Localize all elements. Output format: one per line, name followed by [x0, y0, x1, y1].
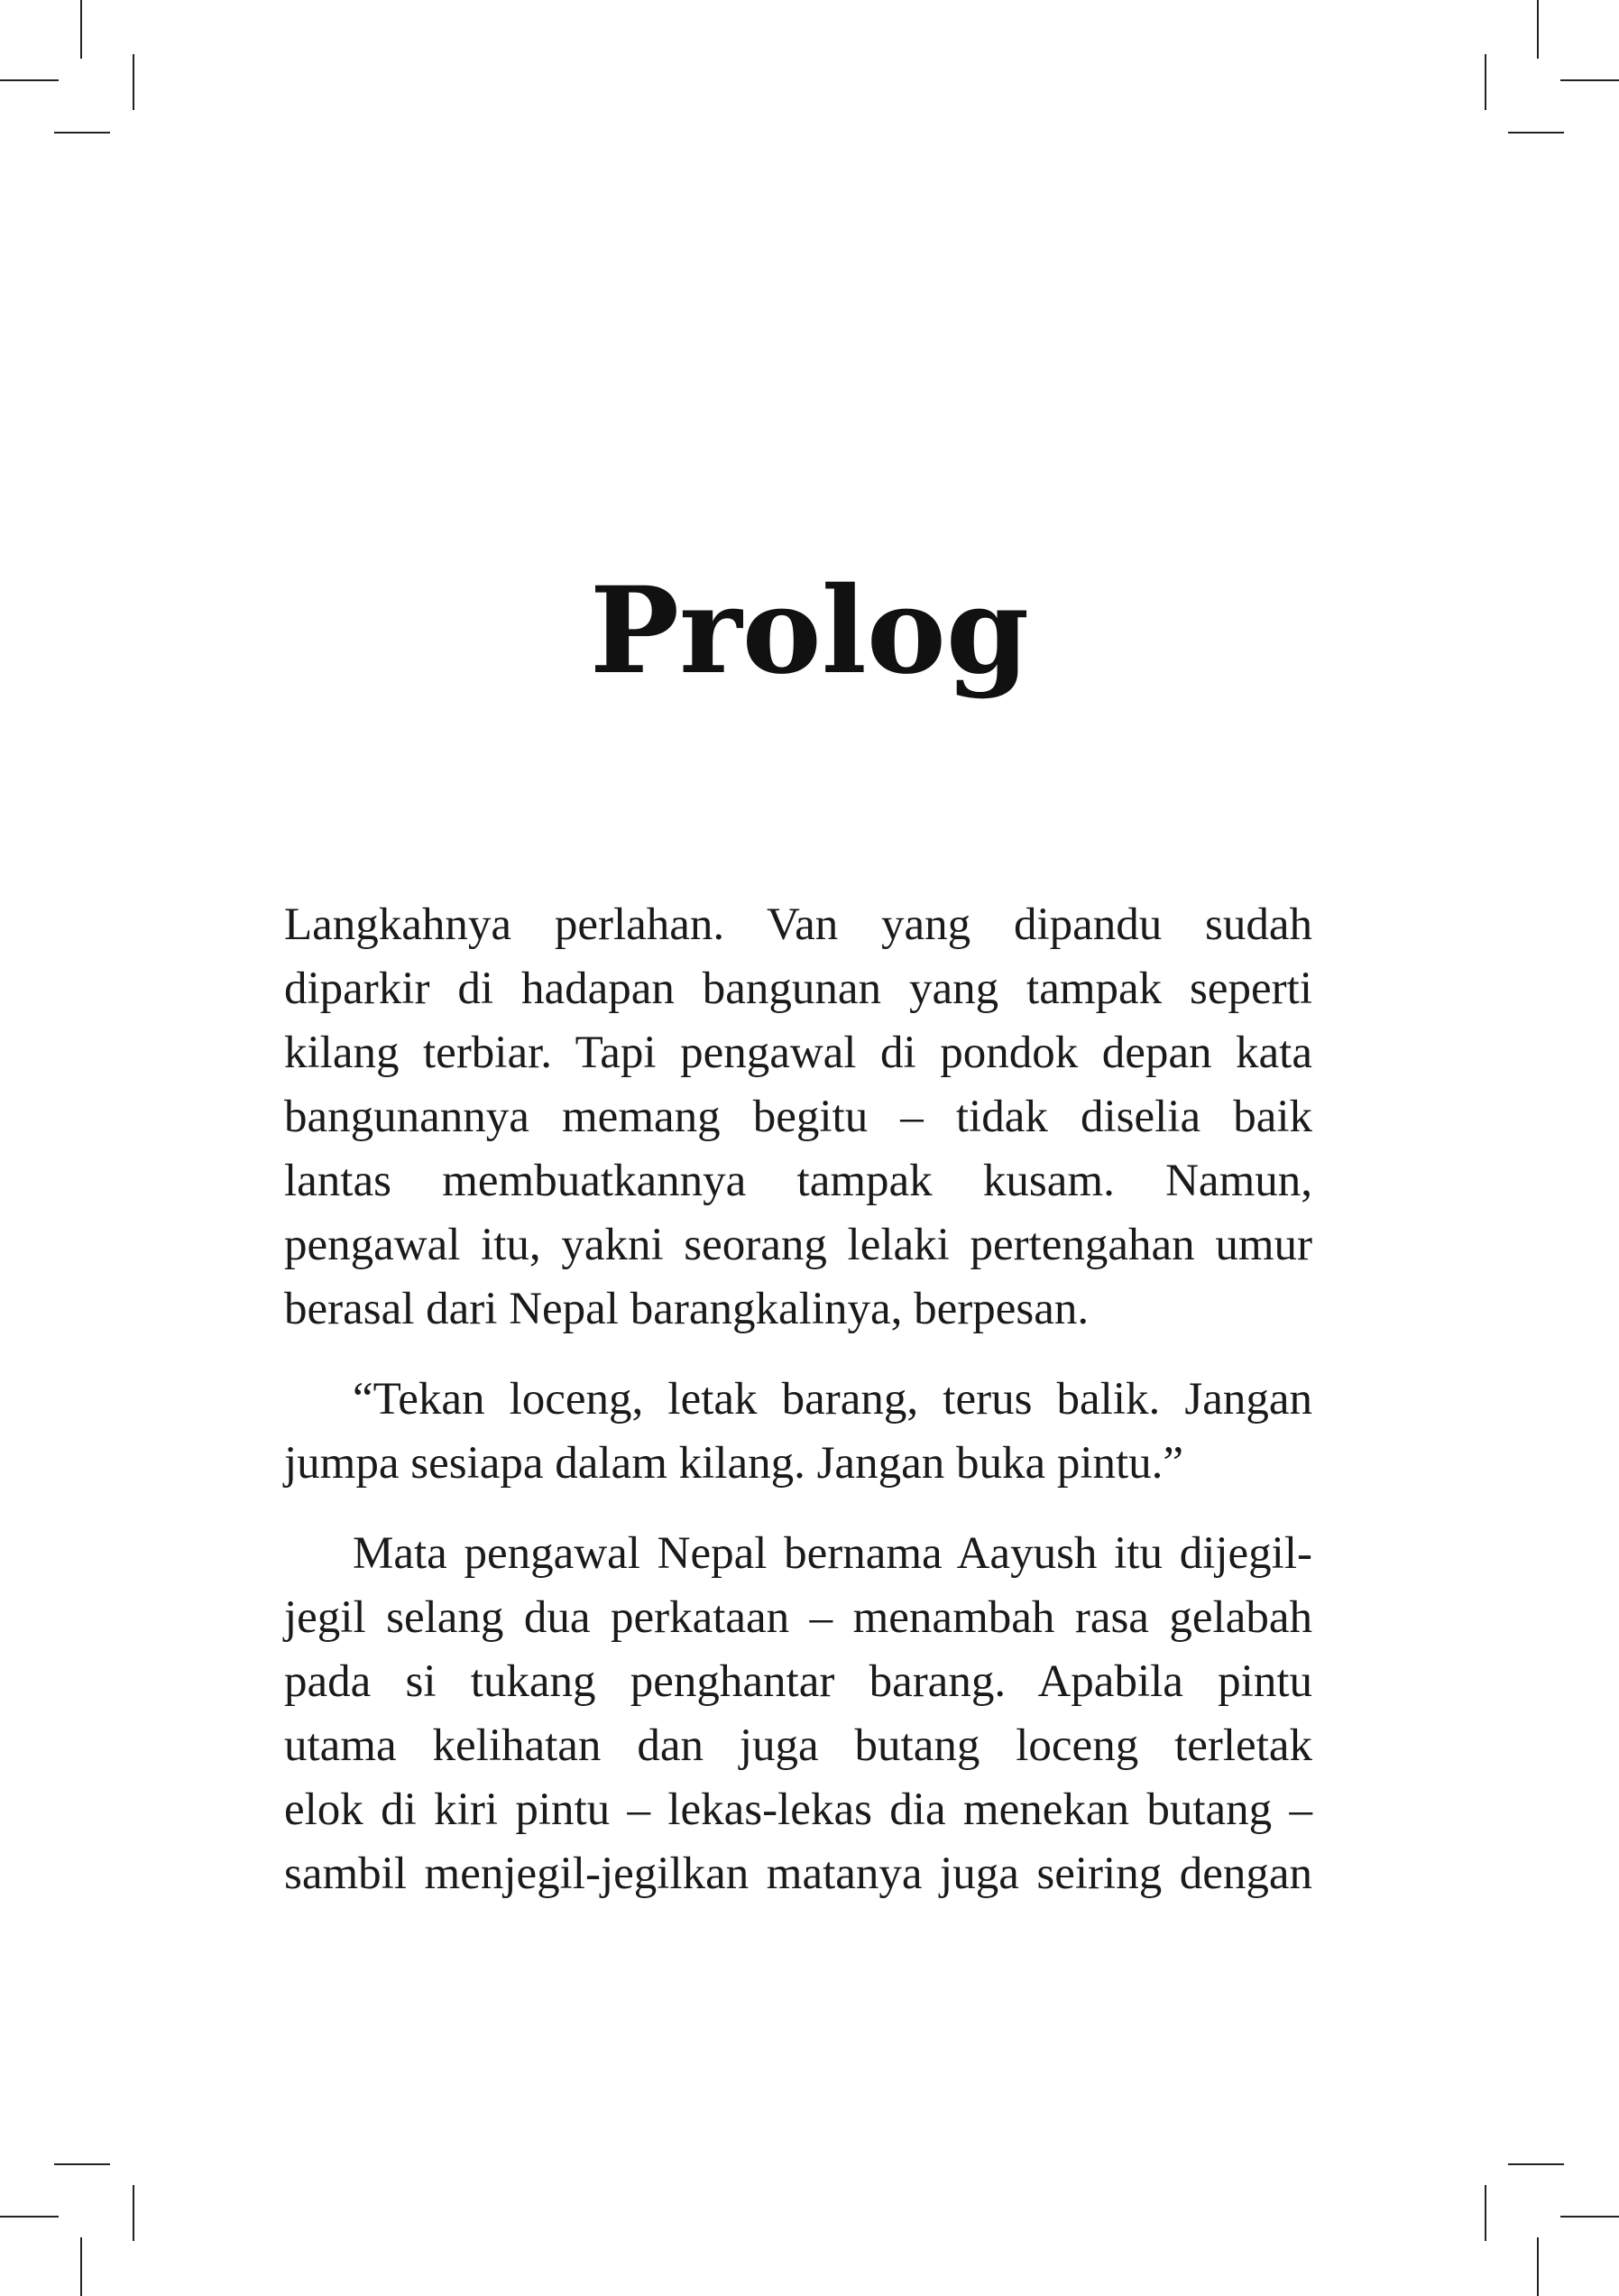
crop-mark	[1560, 2216, 1619, 2218]
paragraph	[284, 1522, 1312, 1906]
crop-mark	[54, 2163, 110, 2165]
crop-mark	[1560, 79, 1619, 81]
crop-mark	[133, 54, 134, 110]
text-line: bangunannya memang begitu – tidak diselia baik	[284, 1092, 1312, 1142]
crop-mark	[54, 132, 110, 134]
paragraph	[284, 893, 1312, 1342]
text-line: sambil menjegil-jegilkan matanya juga seiring dengan	[284, 1849, 1312, 1899]
crop-mark	[1537, 0, 1539, 59]
text-line: pada si tukang penghantar barang. Apabila pintu	[284, 1656, 1312, 1707]
paragraph	[284, 1368, 1312, 1496]
text-line: “Tekan loceng, letak barang, terus balik. Jangan	[353, 1374, 1312, 1425]
crop-mark	[1508, 2163, 1564, 2165]
crop-mark	[1485, 54, 1486, 110]
crop-mark	[0, 2216, 59, 2218]
text-line: elok di kiri pintu – lekas-lekas dia menekan butang –	[284, 1784, 1312, 1835]
text-line: Langkahnya perlahan. Van yang dipandu sudah	[284, 899, 1312, 950]
crop-mark	[1537, 2237, 1539, 2296]
text-line: utama kelihatan dan juga butang loceng terletak	[284, 1720, 1312, 1771]
text-line: lantas membuatkannya tampak kusam. Namun,	[284, 1156, 1312, 1206]
crop-mark	[1485, 2185, 1486, 2241]
text-line: kilang terbiar. Tapi pengawal di pondok depan kata	[284, 1028, 1312, 1078]
body-text	[284, 893, 1312, 1932]
text-line: berasal dari Nepal barangkalinya, berpesan.	[284, 1284, 1090, 1334]
text-line: diparkir di hadapan bangunan yang tampak seperti	[284, 964, 1312, 1014]
text-line: Mata pengawal Nepal bernama Aayush itu dijegil-	[353, 1528, 1312, 1579]
crop-mark	[1508, 132, 1564, 134]
text-line: jumpa sesiapa dalam kilang. Jangan buka pintu.”	[284, 1438, 1184, 1489]
crop-mark	[0, 79, 59, 81]
text-line: pengawal itu, yakni seorang lelaki pertengahan umur	[284, 1220, 1312, 1270]
text-line: jegil selang dua perkataan – menambah rasa gelabah	[284, 1592, 1312, 1643]
crop-mark	[133, 2185, 134, 2241]
chapter-title: Prolog	[589, 561, 1030, 701]
crop-mark	[80, 0, 82, 59]
crop-mark	[80, 2237, 82, 2296]
